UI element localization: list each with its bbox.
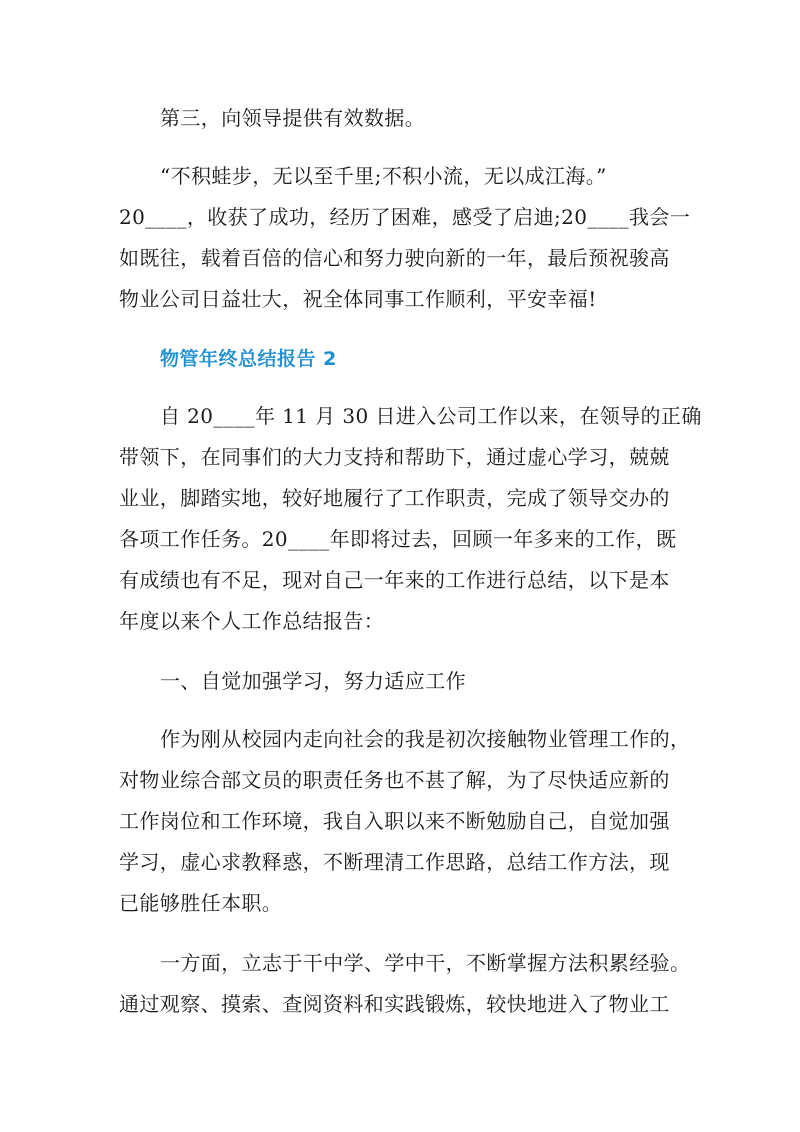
paragraph-line: 第三，向领导提供有效数据。 (160, 106, 426, 130)
paragraph-line: 一方面，立志于干中学、学中干，不断掌握方法积累经验。 (160, 951, 691, 975)
paragraph-line: 20____，收获了成功，经历了困难，感受了启迪;20____我会一 (119, 205, 691, 229)
paragraph-line: 业业，脚踏实地，较好地履行了工作职责，完成了领导交办的 (119, 486, 670, 510)
paragraph-line: 对物业综合部文员的职责任务也不甚了解，为了尽快适应新的 (119, 768, 670, 792)
paragraph-line: 通过观察、摸索、查阅资料和实践锻炼，较快地进入了物业工 (119, 992, 670, 1016)
paragraph-line: 各项工作任务。20____年即将过去，回顾一年多来的工作，既 (119, 527, 677, 551)
paragraph-line: 工作岗位和工作环境，我自入职以来不断勉励自己，自觉加强 (119, 809, 670, 833)
paragraph-line: 作为刚从校园内走向社会的我是初次接触物业管理工作的， (160, 727, 691, 751)
quote-line: “不积蛙步，无以至千里;不积小流，无以成江海。” (160, 164, 607, 188)
paragraph-line: 物业公司日益壮大，祝全体同事工作顺利，平安幸福! (119, 287, 597, 311)
section-heading: 物管年终总结报告 2 (160, 348, 337, 370)
paragraph-line: 有成绩也有不足，现对自己一年来的工作进行总结，以下是本 (119, 568, 670, 592)
paragraph-line: 年度以来个人工作总结报告： (119, 609, 385, 633)
paragraph-line: 已能够胜任本职。 (119, 891, 283, 915)
paragraph-line: 学习，虚心求教释惑，不断理清工作思路，总结工作方法，现 (119, 850, 670, 874)
paragraph-line: 自 20____年 11 月 30 日进入公司工作以来，在领导的正确 (160, 404, 702, 428)
paragraph-line: 如既往，载着百倍的信心和努力驶向新的一年，最后预祝骏高 (119, 246, 670, 270)
paragraph-line: 带领下，在同事们的大力支持和帮助下，通过虚心学习，兢兢 (119, 445, 670, 469)
subheading: 一、自觉加强学习，努力适应工作 (160, 669, 466, 693)
